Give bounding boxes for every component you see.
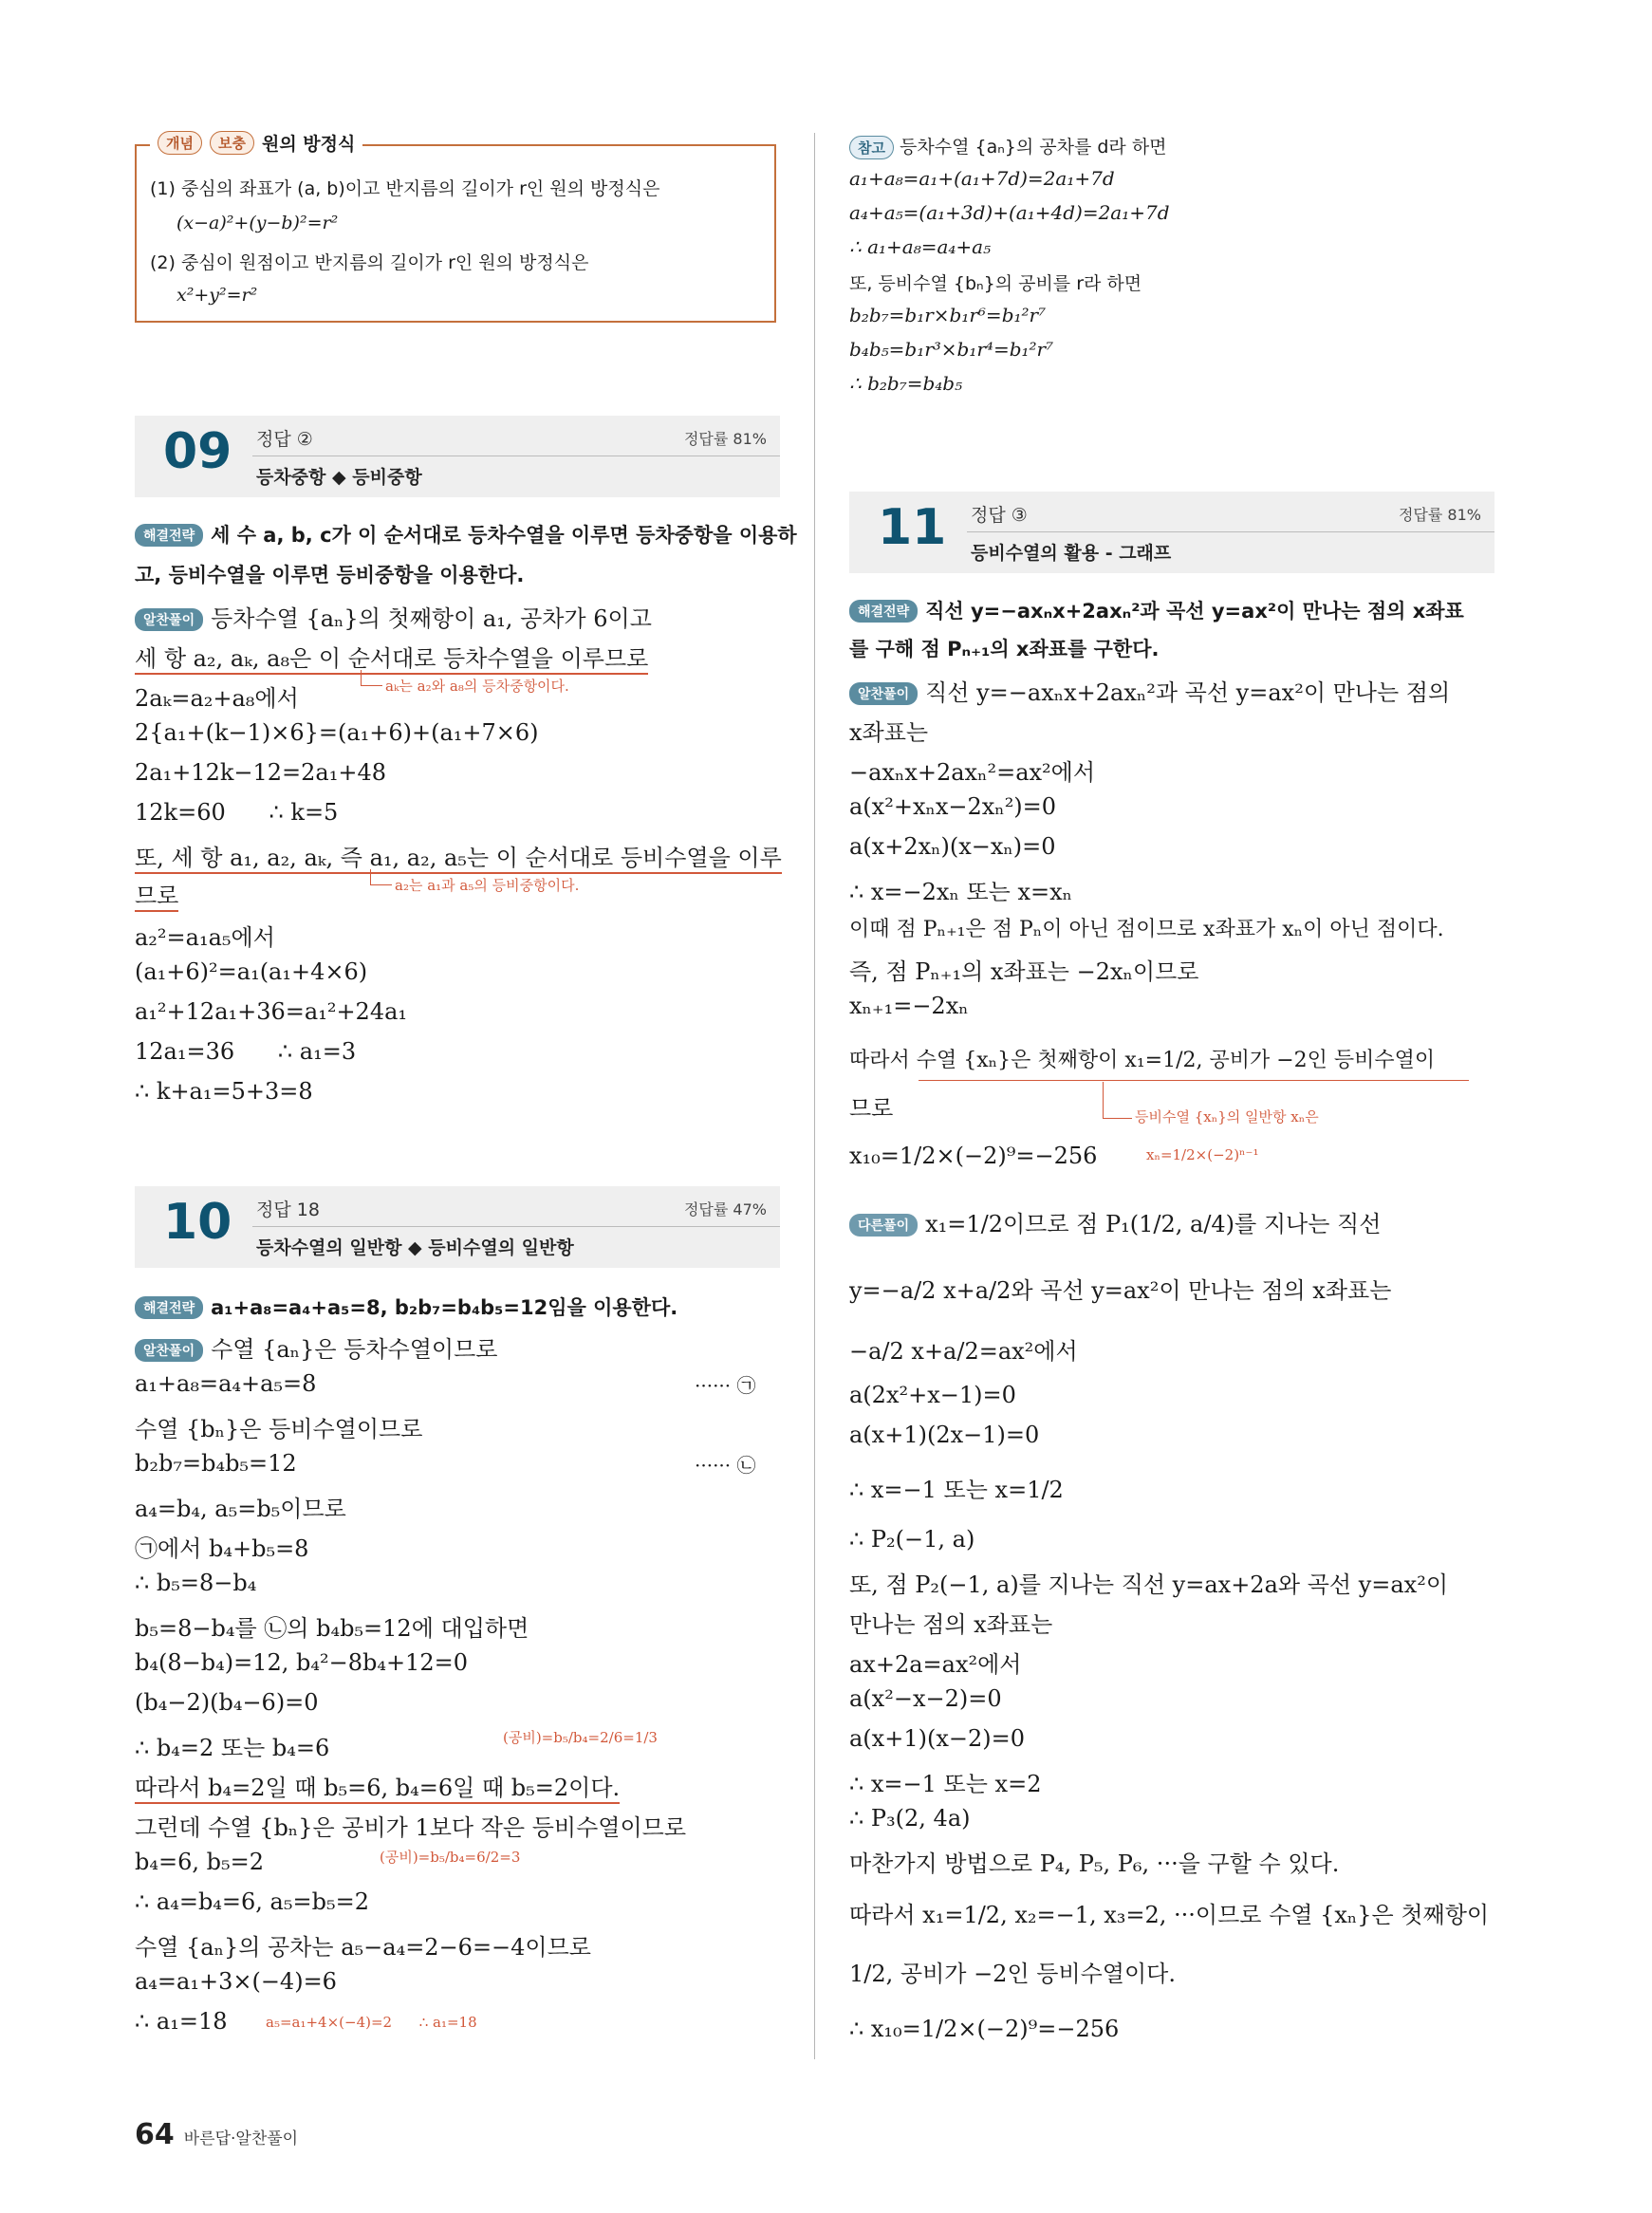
solution-line: ㉠에서 b₄+b₅=8 [135, 1535, 309, 1562]
correct-rate: 정답률 81% [683, 430, 767, 448]
answer-label: 정답 ② [256, 429, 313, 450]
margin-note: xₙ=1/2×(−2)ⁿ⁻¹ [1146, 1146, 1259, 1163]
margin-note: (공비)=b₅/b₄=6/2=3 [380, 1849, 521, 1866]
answer-label: 정답 18 [256, 1199, 320, 1220]
margin-note: a₅=a₁+4×(−4)=2 ∴ a₁=18 [266, 2014, 477, 2031]
solution-line: a₄=b₄, a₅=b₅이므로 [135, 1496, 346, 1522]
solution-line: 따라서 b₄=2일 때 b₅=6, b₄=6일 때 b₅=2이다. [135, 1769, 620, 1804]
correct-rate: 정답률 47% [683, 1200, 767, 1218]
answer-label: 정답 ③ [971, 505, 1028, 526]
note-arrow [361, 670, 382, 686]
solution-line: a(x²−x−2)=0 [849, 1685, 1002, 1712]
reference-line: 참고 등차수열 {aₙ}의 공차를 d라 하면 [849, 133, 1167, 159]
strategy-tag: 해결전략 [135, 524, 203, 547]
solution-line: ∴ a₁=18 [135, 2008, 228, 2035]
footer-label: 바른답·알찬풀이 [183, 2129, 299, 2148]
solution-line: a₄=a₁+3×(−4)=6 [135, 1968, 337, 1995]
solution-tag: 알찬풀이 [135, 1339, 203, 1362]
margin-note: (공비)=b₅/b₄=2/6=1/3 [503, 1729, 658, 1746]
concept-line: x²+y²=r² [176, 285, 258, 306]
solution-line: ∴ x₁₀=1/2×(−2)⁹=−256 [849, 2016, 1120, 2042]
strategy-line: 고, 등비수열을 이루면 등비중항을 이용한다. [135, 564, 525, 586]
solution-line: 즉, 점 Pₙ₊₁의 x좌표는 −2xₙ이므로 [849, 958, 1199, 985]
solution-line: b₅=8−b₄를 ㉡의 b₄b₅=12에 대입하면 [135, 1615, 529, 1642]
solution-line: ∴ k+a₁=5+3=8 [135, 1078, 313, 1105]
other-solution-tag: 다른풀이 [849, 1214, 918, 1237]
reference-line: ∴ a₁+a₈=a₄+a₅ [849, 235, 992, 258]
column-divider [814, 133, 815, 2059]
solution-line: 므로 [135, 877, 178, 912]
concept-line: (x−a)²+(y−b)²=r² [176, 213, 339, 233]
concept-box-header [150, 130, 362, 156]
margin-note: a₂는 a₁과 a₅의 등비중항이다. [395, 877, 580, 894]
solution-line: a(x+1)(2x−1)=0 [849, 1422, 1040, 1448]
problem-09-header [135, 416, 780, 497]
strategy-line: 해결전략 세 수 a, b, c가 이 순서대로 등차수열을 이루면 등차중항을 이용하 [135, 520, 797, 549]
problem-number: 09 [163, 423, 232, 480]
solution-line: xₙ₊₁=−2xₙ [849, 993, 969, 1019]
header-separator [967, 531, 1494, 532]
solution-line: 또, 세 항 a₁, a₂, aₖ, 즉 a₁, a₂, a₅는 이 순서대로 등비수열을 이루 [135, 839, 782, 874]
solution-tag: 알찬풀이 [849, 682, 918, 705]
solution-line: a(x+2xₙ)(x−xₙ)=0 [849, 833, 1056, 860]
solution-line: −axₙx+2axₙ²=ax²에서 [849, 759, 1096, 786]
solution-line: x좌표는 [849, 719, 929, 746]
header-separator [252, 1226, 780, 1227]
solution-line: 또, 점 P₂(−1, a)를 지나는 직선 y=ax+2a와 곡선 y=ax²이 [849, 1571, 1449, 1598]
note-arrow [1103, 1082, 1132, 1119]
reference-line: ∴ b₂b₇=b₄b₅ [849, 372, 963, 395]
solution-line: 수열 {bₙ}은 등비수열이므로 [135, 1416, 423, 1442]
note-arrow [370, 869, 392, 885]
concept-box-title: 원의 방정식 [261, 134, 356, 155]
solution-line: 세 항 a₂, aₖ, a₈은 이 순서대로 등차수열을 이루므로 [135, 640, 648, 675]
solution-line: a₂²=a₁a₅에서 [135, 924, 275, 951]
solution-line: ∴ a₄=b₄=6, a₅=b₅=2 [135, 1888, 369, 1915]
page-number: 64 [135, 2118, 175, 2151]
problem-topic: 등비수열의 활용 - 그래프 [971, 543, 1172, 564]
solution-line: a(x²+xₙx−2xₙ²)=0 [849, 793, 1057, 820]
solution-line: a₁²+12a₁+36=a₁²+24a₁ [135, 998, 408, 1025]
reference-line: a₄+a₅=(a₁+3d)+(a₁+4d)=2a₁+7d [849, 201, 1170, 224]
reference-line: a₁+a₈=a₁+(a₁+7d)=2a₁+7d [849, 167, 1115, 190]
solution-line: b₂b₇=b₄b₅=12 [135, 1450, 297, 1477]
strategy-line: 를 구해 점 Pₙ₊₁의 x좌표를 구한다. [849, 638, 1160, 660]
strategy-tag: 해결전략 [135, 1296, 203, 1319]
underline-rule [919, 1080, 1469, 1081]
problem-11-header [849, 492, 1494, 573]
solution-line: ∴ x=−1 또는 x=1/2 [849, 1477, 1064, 1503]
solution-line: a₁+a₈=a₄+a₅=8 [135, 1370, 317, 1397]
problem-topic: 등차수열의 일반항 ◆ 등비수열의 일반항 [256, 1237, 574, 1258]
solution-line: 알찬풀이 수열 {aₙ}은 등차수열이므로 [135, 1330, 497, 1364]
solution-line: ∴ b₄=2 또는 b₄=6 [135, 1735, 330, 1761]
reference-line: 또, 등비수열 {bₙ}의 공비를 r라 하면 [849, 273, 1142, 294]
reference-line: b₄b₅=b₁r³×b₁r⁴=b₁²r⁷ [849, 338, 1054, 361]
equation-marker: ······ ㉠ [695, 1374, 756, 1397]
solution-line: a(2x²+x−1)=0 [849, 1382, 1016, 1408]
problem-10-header [135, 1186, 780, 1268]
strategy-line: 해결전략 직선 y=−axₙx+2axₙ²과 곡선 y=ax²이 만나는 점의 x좌표 [849, 596, 1464, 624]
margin-note: 등비수열 {xₙ}의 일반항 xₙ은 [1135, 1108, 1319, 1125]
concept-line: (1) 중심의 좌표가 (a, b)이고 반지름의 길이가 r인 원의 방정식은 [150, 178, 660, 199]
concept-line: (2) 중심이 원점이고 반지름의 길이가 r인 원의 방정식은 [150, 252, 589, 273]
solution-line: 그런데 수열 {bₙ}은 공비가 1보다 작은 등비수열이므로 [135, 1814, 687, 1841]
problem-number: 11 [878, 499, 947, 556]
solution-line: 수열 {aₙ}의 공차는 a₅−a₄=2−6=−4이므로 [135, 1934, 591, 1961]
reference-tag: 참고 [849, 136, 894, 159]
solution-line: 마찬가지 방법으로 P₄, P₅, P₆, ···을 구할 수 있다. [849, 1850, 1340, 1877]
problem-number: 10 [163, 1194, 232, 1251]
correct-rate: 정답률 81% [1398, 506, 1481, 524]
problem-topic: 등차중항 ◆ 등비중항 [256, 467, 422, 488]
solution-line: 따라서 수열 {xₙ}은 첫째항이 x₁=1/2, 공비가 −2인 등비수열이 [849, 1049, 1436, 1072]
equation-marker: ······ ㉡ [695, 1454, 756, 1477]
solution-line: 2aₖ=a₂+a₈에서 [135, 685, 299, 712]
concept-tag: 개념 [158, 131, 202, 155]
solution-line: 알찬풀이 등차수열 {aₙ}의 첫째항이 a₁, 공차가 6이고 [135, 600, 652, 633]
solution-tag: 알찬풀이 [135, 608, 203, 631]
solution-line: 따라서 x₁=1/2, x₂=−1, x₃=2, ···이므로 수열 {xₙ}은 첫째항이 [849, 1902, 1490, 1928]
solution-line: ax+2a=ax²에서 [849, 1651, 1022, 1678]
solution-line: 12k=60 ∴ k=5 [135, 799, 339, 826]
solution-line: y=−a/2 x+a/2와 곡선 y=ax²이 만나는 점의 x좌표는 [849, 1277, 1392, 1304]
solution-line: b₄(8−b₄)=12, b₄²−8b₄+12=0 [135, 1649, 468, 1676]
solution-line: 만나는 점의 x좌표는 [849, 1611, 1053, 1638]
strategy-tag: 해결전략 [849, 600, 918, 623]
solution-line: −a/2 x+a/2=ax²에서 [849, 1338, 1078, 1365]
solution-line: 므로 [849, 1095, 894, 1122]
solution-line: 2{a₁+(k−1)×6}=(a₁+6)+(a₁+7×6) [135, 719, 539, 746]
supplement-tag: 보충 [210, 131, 254, 155]
solution-line: ∴ x=−1 또는 x=2 [849, 1771, 1042, 1797]
solution-line: ∴ b₅=8−b₄ [135, 1570, 257, 1596]
solution-line: ∴ P₃(2, 4a) [849, 1805, 971, 1832]
solution-line: (a₁+6)²=a₁(a₁+4×6) [135, 958, 368, 985]
margin-note: aₖ는 a₂와 a₈의 등차중항이다. [385, 678, 569, 695]
solution-line: ∴ P₂(−1, a) [849, 1526, 975, 1553]
solution-line: (b₄−2)(b₄−6)=0 [135, 1689, 319, 1716]
solution-line: 1/2, 공비가 −2인 등비수열이다. [849, 1961, 1176, 1987]
concept-box [135, 134, 776, 323]
page-footer [135, 2118, 298, 2151]
solution-line: ∴ x=−2xₙ 또는 x=xₙ [849, 879, 1073, 905]
solution-line: 알찬풀이 직선 y=−axₙx+2axₙ²과 곡선 y=ax²이 만나는 점의 [849, 674, 1450, 707]
solution-line: 이때 점 Pₙ₊₁은 점 Pₙ이 아닌 점이므로 x좌표가 xₙ이 아닌 점이다. [849, 918, 1444, 941]
solution-line: a(x+1)(x−2)=0 [849, 1725, 1025, 1752]
solution-line: x₁₀=1/2×(−2)⁹=−256 [849, 1143, 1098, 1169]
solution-line: 12a₁=36 ∴ a₁=3 [135, 1038, 357, 1065]
solution-line: 2a₁+12k−12=2a₁+48 [135, 759, 386, 786]
strategy-line: 해결전략 a₁+a₈=a₄+a₅=8, b₂b₇=b₄b₅=12임을 이용한다. [135, 1292, 678, 1321]
reference-line: b₂b₇=b₁r×b₁r⁶=b₁²r⁷ [849, 304, 1047, 326]
solution-line: 다른풀이 x₁=1/2이므로 점 P₁(1/2, a/4)를 지나는 직선 [849, 1205, 1381, 1238]
solution-line: b₄=6, b₅=2 [135, 1849, 264, 1875]
